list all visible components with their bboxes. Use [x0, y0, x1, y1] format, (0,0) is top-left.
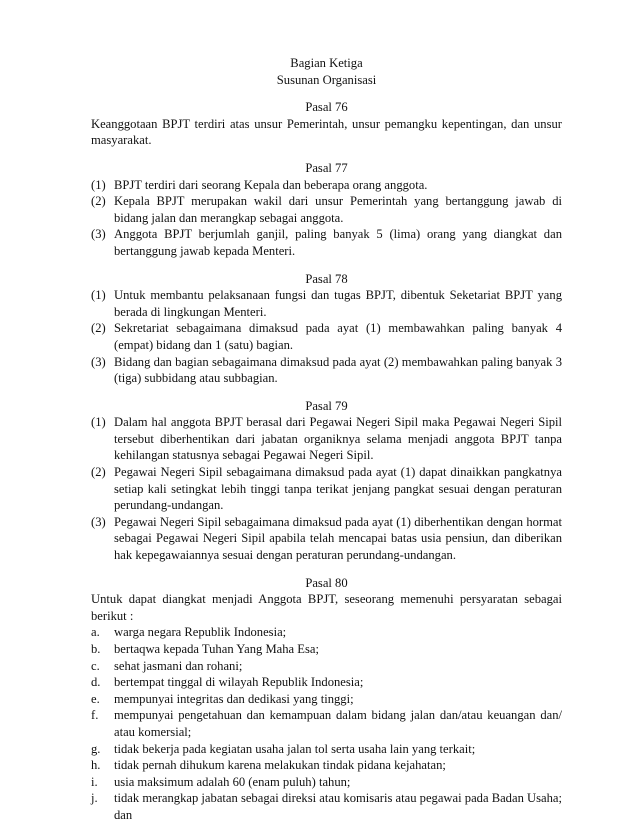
item-number: (2) — [91, 465, 106, 480]
pasal-80-item — [91, 674, 562, 691]
pasal-78-item — [91, 354, 562, 387]
item-text: bertempat tinggal di wilayah Republik Indonesia; — [114, 675, 364, 690]
pasal-76-title: Pasal 76 — [305, 100, 348, 115]
pasal-77-item — [91, 226, 562, 259]
item-text: usia maksimum adalah 60 (enam puluh) tahun; — [114, 774, 351, 789]
pasal-80-item — [91, 757, 562, 774]
item-text: bertaqwa kepada Tuhan Yang Maha Esa; — [114, 642, 319, 656]
item-text: tidak merangkap jabatan sebagai direksi atau komisaris atau pegawai pada Badan Usaha; dan — [114, 791, 562, 822]
item-number: (1) — [91, 288, 106, 303]
item-letter: a. — [91, 625, 100, 640]
item-text: warga negara Republik Indonesia; — [114, 625, 287, 640]
pasal-77-item — [91, 193, 562, 226]
item-number: (3) — [91, 227, 106, 242]
item-letter: h. — [91, 758, 101, 773]
document-page — [91, 55, 562, 824]
pasal-77-item — [91, 177, 562, 194]
item-letter: i. — [91, 774, 98, 789]
item-letter: b. — [91, 642, 101, 656]
item-text: mempunyai pengetahuan dan kemampuan dalam bidang jalan dan/atau keuangan dan/ atau komersial; — [114, 708, 562, 739]
item-text: tidak bekerja pada kegiatan usaha jalan tol serta usaha lain yang terkait; — [114, 741, 476, 756]
pasal-80-item — [91, 707, 562, 740]
item-text: sehat jasmani dan rohani; — [114, 658, 243, 673]
item-letter: c. — [91, 658, 100, 673]
item-number: (3) — [91, 354, 106, 369]
item-number: (1) — [91, 177, 106, 192]
item-text: Pegawai Negeri Sipil sebagaimana dimaksud pada ayat (1) diberhentikan dengan hormat sebagai Pegawai Negeri Sipil apabila telah mencapai batas usia pensiun, dan diberikan hak kepegawaiannya sesuai dengan peraturan perundang-undangan. — [114, 514, 562, 563]
item-letter: f. — [91, 708, 99, 723]
item-letter: d. — [91, 675, 101, 690]
pasal-80-title: Pasal 80 — [305, 575, 348, 590]
pasal-80-item — [91, 774, 562, 791]
item-text: tidak pernah dihukum karena melakukan tindak pidana kejahatan; — [114, 758, 446, 773]
part-title: Susunan Organisasi — [276, 72, 377, 87]
pasal-79-item — [91, 464, 562, 514]
item-number: (3) — [91, 514, 106, 529]
pasal-80-intro: Untuk dapat diangkat menjadi Anggota BPJT, seseorang memenuhi persyaratan sebagai berikut : — [91, 592, 562, 623]
item-text: Kepala BPJT merupakan wakil dari unsur Pemerintah yang bertanggung jawab di bidang jalan dan merangkap sebagai anggota. — [114, 194, 562, 225]
item-number: (2) — [91, 194, 106, 209]
item-text: Bidang dan bagian sebagaimana dimaksud pada ayat (2) membawahkan paling banyak 3 (tiga) subbidang atau subbagian. — [114, 354, 562, 386]
pasal-79-title: Pasal 79 — [305, 398, 348, 413]
pasal-79-item — [91, 514, 562, 564]
item-text: mempunyai integritas dan dedikasi yang tinggi; — [114, 691, 354, 706]
item-text: Sekretariat sebagaimana dimaksud pada ayat (1) membawahkan paling banyak 4 (empat) bidang dan 1 (satu) bagian. — [114, 321, 562, 352]
item-text: Pegawai Negeri Sipil sebagaimana dimaksud pada ayat (1) dapat dinaikkan pangkatnya setiap kali setingkat lebih tinggi tanpa terikat jenjang pangkat sesuai dengan peraturan perundang-undangan. — [114, 465, 562, 513]
item-text: BPJT terdiri dari seorang Kepala dan beberapa orang anggota. — [114, 177, 428, 192]
pasal-80-item — [91, 624, 562, 641]
pasal-78-item — [91, 320, 562, 353]
pasal-80-item — [91, 741, 562, 758]
pasal-78-item — [91, 287, 562, 320]
part-heading: Bagian Ketiga — [290, 56, 363, 70]
item-letter: j. — [91, 791, 98, 806]
pasal-79-item — [91, 414, 562, 464]
pasal-80-item — [91, 658, 562, 675]
item-letter: e. — [91, 691, 100, 706]
item-number: (2) — [91, 321, 106, 336]
item-number: (1) — [91, 415, 106, 430]
pasal-80-item — [91, 641, 562, 658]
pasal-80-item — [91, 790, 562, 823]
item-text: Untuk membantu pelaksanaan fungsi dan tugas BPJT, dibentuk Seketariat BPJT yang berada di lingkungan Menteri. — [114, 288, 562, 319]
pasal-76-text: Keanggotaan BPJT terdiri atas unsur Pemerintah, unsur pemangku kepentingan, dan unsur masyarakat. — [91, 116, 562, 148]
item-text: Dalam hal anggota BPJT berasal dari Pegawai Negeri Sipil maka Pegawai Negeri Sipil tersebut diberhentikan dari jabatan organiknya selama menjadi anggota BPJT tanpa kehilangan statusnya sebagai Pegawai Negeri Sipil. — [114, 415, 562, 463]
pasal-77-title: Pasal 77 — [305, 160, 348, 175]
pasal-78-title: Pasal 78 — [305, 271, 348, 286]
item-text: Anggota BPJT berjumlah ganjil, paling banyak 5 (lima) orang yang diangkat dan bertanggung jawab kepada Menteri. — [114, 227, 562, 258]
pasal-80-item — [91, 691, 562, 708]
item-letter: g. — [91, 741, 101, 756]
